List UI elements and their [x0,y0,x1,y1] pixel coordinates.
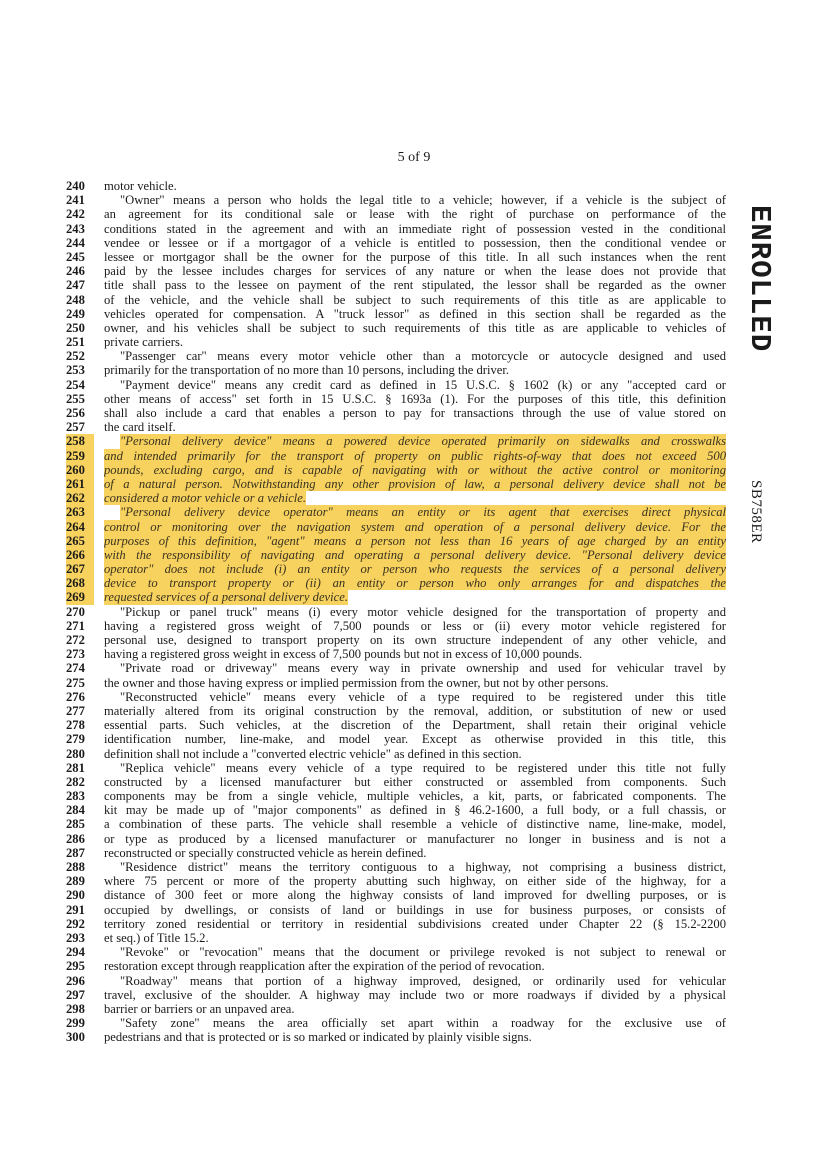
line-text: of a natural person. Notwithstanding any other provision of law, a personal delivery device shall not be [104,476,726,491]
line-number: 247 [66,278,85,293]
line-number: 277 [66,703,85,718]
line-number: 243 [66,221,85,236]
line-number: 276 [66,689,85,704]
line-number: 254 [66,377,85,392]
line-text: device to transport property or (ii) an entity or person who only arranges for and dispatches the [104,576,726,591]
document-line [66,378,726,392]
line-text: a combination of these parts. The vehicle shall resemble a vehicle of distinctive name, line-make, model, [104,817,726,832]
line-text: conditions stated in the agreement and with an immediate right of possession vested in the conditional [104,221,726,236]
document-line [66,832,726,846]
line-number: 270 [66,604,85,619]
line-text: pedestrians and that is protected or is so marked or indicated by plainly visible signs. [104,1030,532,1045]
line-text: "Pickup or panel truck" means (i) every motor vehicle designed for the transportation of property and [120,604,726,619]
line-number: 298 [66,1001,85,1016]
line-number: 289 [66,874,85,889]
line-number: 272 [66,633,85,647]
line-number: 265 [66,534,94,548]
line-number: 275 [66,675,85,690]
line-number: 281 [66,760,85,775]
document-line [66,817,726,831]
document-line [66,392,726,406]
line-text: title shall pass to the lessee on payment of the rent stipulated, the lessor shall be regarded as the owner [104,278,726,293]
document-line [66,619,726,633]
line-text: "Safety zone" means the area officially set apart within a roadway for the exclusive use of [120,1016,726,1031]
line-text: having a registered gross weight of 7,500 pounds or less or (ii) every motor vehicle registered for [104,618,726,633]
line-number: 292 [66,916,85,931]
document-line [66,1016,726,1030]
line-text: shall also include a card that enables a person to pay for transactions through the use of value stored on [104,406,726,420]
line-number: 264 [66,520,94,534]
document-line [66,222,726,236]
document-line [66,633,726,647]
document-line [66,236,726,250]
document-line [66,193,726,207]
line-number: 287 [66,845,85,860]
line-text: and intended primarily for the transport of property on public rights-of-way that does not exceed 500 [104,448,726,463]
line-number: 288 [66,860,85,874]
document-line [66,945,726,959]
line-number: 242 [66,207,85,222]
document-line [66,917,726,931]
line-number: 280 [66,746,85,761]
document-line [66,250,726,264]
line-number: 279 [66,732,85,747]
line-number: 260 [66,463,94,477]
highlighted-line [66,534,726,548]
line-text: or type as produced by a licensed manufacturer or manufacturer no longer in business and is not a [104,831,726,846]
highlighted-line [66,520,726,534]
document-line [66,931,726,945]
line-number: 257 [66,420,85,435]
line-number: 296 [66,973,85,988]
document-line [66,888,726,902]
line-text: control or monitoring over the navigation system and operation of a personal delivery device. For the [104,519,726,534]
document-line [66,690,726,704]
line-text: an agreement for its conditional sale or lease with the right of purchase on performance of the [104,207,726,222]
document-line [66,1002,726,1016]
line-text: lessee or mortgagor shall be the owner for the purpose of this title. In all such instances when the rent [104,249,726,264]
document-line [66,349,726,363]
line-number: 268 [66,576,94,590]
line-text: vendee or lessee or if a mortgagor of a vehicle is entitled to possession, then the conditional vendee or [104,235,726,250]
document-line [66,732,726,746]
line-number: 259 [66,449,94,463]
line-number: 263 [66,505,94,519]
line-text: components may be from a single vehicle, multiple vehicles, a kit, parts, or fabricated components. The [104,789,726,804]
line-number: 251 [66,335,85,350]
line-text: "Personal delivery device" means a powered device operated primarily on sidewalks and crosswalks [120,434,726,449]
line-number: 266 [66,548,94,562]
document-line [66,420,726,434]
line-number: 291 [66,902,85,917]
line-text: occupied by dwellings, or consists of land or buildings in use for business purposes, or consists of [104,902,726,917]
highlighted-line [66,463,726,477]
document-line [66,307,726,321]
line-text: "Owner" means a person who holds the legal title to a vehicle; however, if a vehicle is the subject of [120,193,726,208]
line-number: 283 [66,789,85,804]
document-line [66,363,726,377]
line-text: travel, exclusive of the shoulder. A highway may include two or more roadways if divided by a physical [104,987,726,1002]
line-number: 274 [66,661,85,676]
document-line [66,874,726,888]
line-text: "Replica vehicle" means every vehicle of a type required to be registered under this title not fully [120,760,726,775]
line-number: 245 [66,249,85,264]
line-text: "Reconstructed vehicle" means every vehicle of a type required to be registered under this title [120,689,726,704]
document-line [66,903,726,917]
line-number: 244 [66,235,85,250]
line-text: et seq.) of Title 15.2. [104,930,209,945]
document-line [66,293,726,307]
line-text: restoration except through reapplication after the expiration of the period of revocation. [104,959,545,974]
line-number: 248 [66,292,85,307]
line-text: constructed by a licensed manufacturer but either constructed or assembled from components. Such [104,774,726,789]
document-body [66,179,726,1044]
line-text: primarily for the transportation of no more than 10 persons, including the driver. [104,363,510,378]
highlighted-line [66,590,726,604]
line-number: 267 [66,562,94,576]
line-text: having a registered gross weight in excess of 7,500 pounds but not in excess of 10,000 pounds. [104,647,583,662]
document-line [66,1030,726,1044]
line-number: 278 [66,718,85,733]
line-text: with the responsibility of navigating and operating a personal delivery device. "Personal delivery device [104,547,726,562]
document-line [66,661,726,675]
document-line [66,789,726,803]
document-line [66,676,726,690]
line-number: 273 [66,647,85,662]
line-text: where 75 percent or more of the property abutting such highway, on either side of the highway, for a [104,874,726,889]
enrolled-stamp-text: ENROLLED [743,205,776,353]
document-line [66,718,726,732]
line-text: distance of 300 feet or more along the highway consists of land improved for dwelling purposes, or is [104,888,726,903]
line-text: requested services of a personal delivery device. [104,590,348,605]
line-number: 286 [66,831,85,846]
document-line [66,264,726,278]
line-number: 285 [66,817,85,832]
line-text: "Residence district" means the territory contiguous to a highway, not comprising a business district, [120,860,726,874]
line-text: kit may be made up of "major components" as defined in § 46.2-1600, a full body, or a full chassis, or [104,803,726,818]
line-number: 240 [66,179,85,193]
line-number: 297 [66,987,85,1002]
document-line [66,747,726,761]
line-number: 271 [66,618,85,633]
document-line [66,647,726,661]
line-text: personal use, designed to transport property on its own structure independent of any other vehicle, and [104,633,726,647]
line-text: territory zoned residential or territory in residential subdivisions created under Chapter 22 (§ 15.2-2200 [104,916,726,931]
line-number: 295 [66,959,85,974]
line-text: purposes of this definition, "agent" means a person not less than 16 years of age charged by an entity [104,533,726,548]
line-number: 299 [66,1016,85,1031]
line-text: "Roadway" means that portion of a highway improved, designed, or ordinarily used for vehicular [120,973,726,988]
line-number: 258 [66,434,94,448]
highlighted-line [66,562,726,576]
line-text: paid by the lessee includes charges for services of any nature or when the lease does not provide that [104,264,726,279]
enrolled-stamp [740,205,780,405]
line-number: 282 [66,774,85,789]
line-text: "Private road or driveway" means every way in private ownership and used for vehicular travel by [120,661,726,676]
highlighted-line [66,449,726,463]
line-text: the owner and those having express or implied permission from the owner, but not by other persons. [104,675,609,690]
highlighted-line [66,576,726,590]
line-text: the card itself. [104,420,176,435]
highlighted-line [66,477,726,491]
line-text: definition shall not include a "converted electric vehicle" as defined in this section. [104,746,522,761]
highlighted-line [66,505,726,519]
line-number: 255 [66,391,85,406]
line-text: motor vehicle. [104,179,177,193]
document-line [66,761,726,775]
line-text: considered a motor vehicle or a vehicle. [104,491,307,506]
document-line [66,179,726,193]
line-number: 241 [66,193,85,208]
bill-id-label [740,480,770,560]
line-text: identification number, line-make, and model year. Except as otherwise provided in this title, this [104,732,726,747]
highlighted-line [66,548,726,562]
line-number: 252 [66,349,85,364]
line-text: other means of access" set forth in 15 U.S.C. § 1693a (1). For the purposes of this title, this definition [104,391,726,406]
document-line [66,988,726,1002]
document-line [66,605,726,619]
line-number: 249 [66,306,85,321]
bill-id-text: SB758ER [748,480,764,544]
line-number: 293 [66,930,85,945]
document-line [66,803,726,817]
line-text: reconstructed or specially constructed vehicle as herein defined. [104,845,427,860]
document-line [66,406,726,420]
line-number: 246 [66,264,85,279]
line-text: materially altered from its original construction by the removal, addition, or substitution of new or used [104,703,726,718]
line-text: "Revoke" or "revocation" means that the document or privilege revoked is not subject to renewal or [120,945,726,960]
line-number: 253 [66,363,85,378]
line-number: 300 [66,1030,85,1045]
line-text: operator" does not include (i) an entity or person who requests the services of a personal delivery [104,562,726,577]
line-number: 269 [66,590,94,604]
line-text: private carriers. [104,335,184,350]
highlighted-line [66,491,726,505]
line-text: "Passenger car" means every motor vehicle other than a motorcycle or autocycle designed and used [120,349,726,364]
line-number: 294 [66,945,85,960]
line-text: owner, and his vehicles shall be subject to such requirements of this title as are applicable to vehicles of [104,320,726,335]
document-line [66,846,726,860]
line-text: barrier or barriers or an unpaved area. [104,1001,295,1016]
highlighted-line [66,434,726,448]
line-text: "Payment device" means any credit card as defined in 15 U.S.C. § 1602 (k) or any "accepted card or [120,377,726,392]
line-number: 262 [66,491,94,505]
line-number: 256 [66,406,85,420]
line-number: 261 [66,477,94,491]
line-text: of the vehicle, and the vehicle shall be subject to such requirements of this title as are applicable to [104,292,726,307]
line-number: 284 [66,803,85,818]
document-line [66,974,726,988]
line-text: "Personal delivery device operator" means an entity or its agent that exercises direct physical [120,505,726,520]
page-number: 5 of 9 [397,150,431,165]
line-number: 250 [66,320,85,335]
document-line [66,321,726,335]
document-line [66,335,726,349]
document-line [66,704,726,718]
document-line [66,278,726,292]
document-line [66,207,726,221]
line-number: 290 [66,888,85,903]
line-text: pounds, excluding cargo, and is capable of navigating with or without the active control or monitoring [104,462,726,477]
document-line [66,860,726,874]
line-text: vehicles operated for compensation. A "truck lessor" as defined in this section shall be regarded as the [104,306,726,321]
document-line [66,775,726,789]
line-text: essential parts. Such vehicles, at the discretion of the Department, shall retain their original vehicle [104,718,726,733]
document-line [66,959,726,973]
